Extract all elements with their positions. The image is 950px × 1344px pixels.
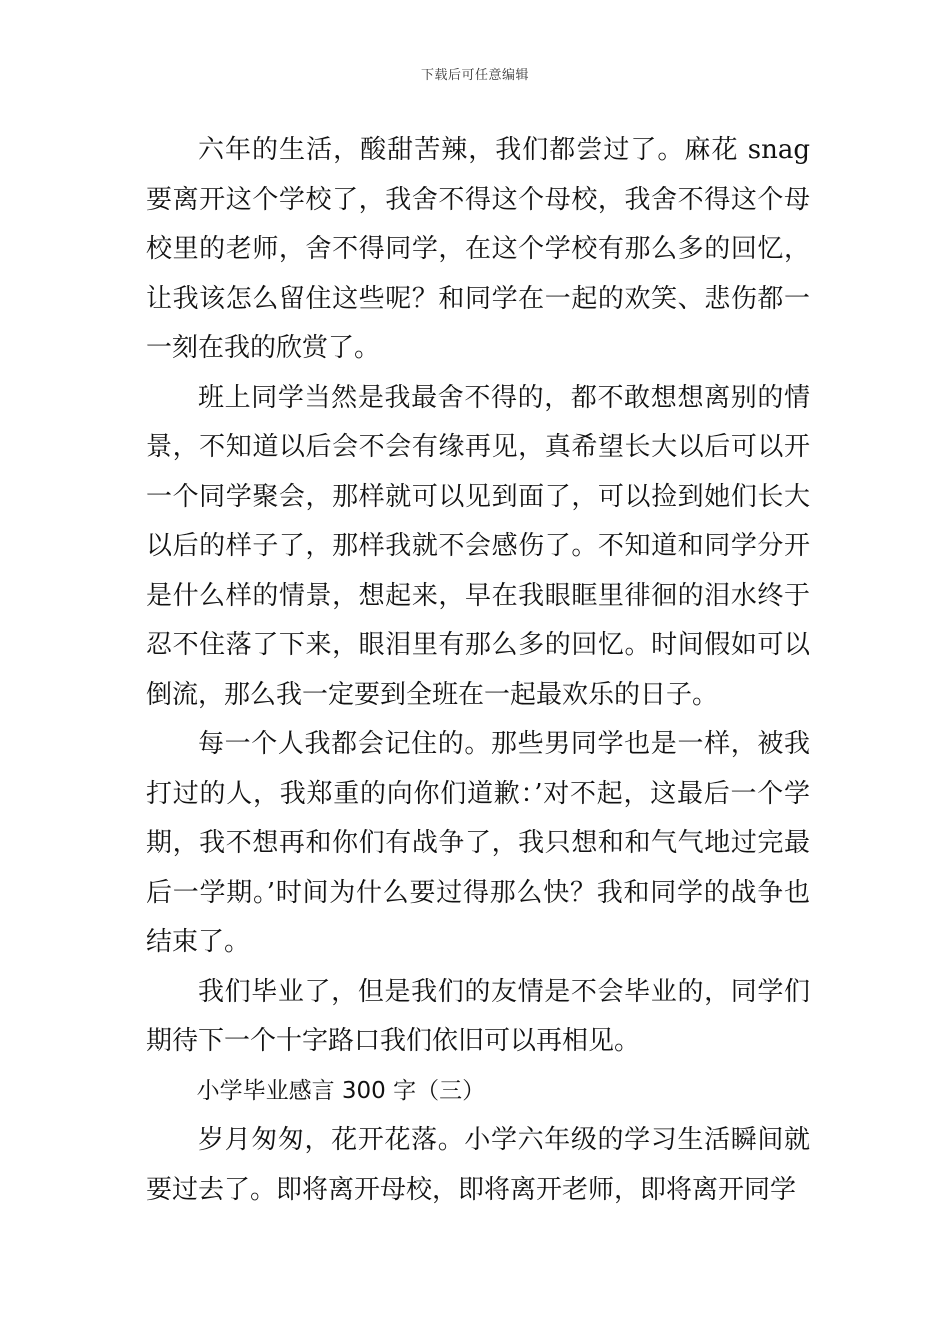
paragraph-2: 班上同学当然是我最舍不得的，都不敢想想离别的情景，不知道以后会不会有缘再见，真希望长大以后可以开一个同学聚会，那样就可以见到面了，可以捡到她们长大以后的样子了，那样我就不会感伤了。不知道和同学分开是什么样的情景，想起来，早在我眼眶里徘徊的泪水终于忍不住落了下来，眼泪里有那么多的回忆。时间假如可以倒流，那么我一定要到全班在一起最欢乐的日子。 [146, 382, 810, 710]
paragraph-1: 六年的生活，酸甜苦辣，我们都尝过了。麻花 snag 要离开这个学校了，我舍不得这个母校，我舍不得这个母校里的老师，舍不得同学，在这个学校有那么多的回忆，让我该怎么留住这些呢？和同学在一起的欢笑、悲伤都一一刻在我的欣赏了。 [146, 135, 810, 363]
page-header: 下载后可任意编辑 [420, 68, 529, 83]
paragraph-5: 岁月匆匆，花开花落。小学六年级的学习生活瞬间就要过去了。即将离开母校，即将离开老师，即将离开同学 [146, 1125, 810, 1205]
paragraph-4: 我们毕业了，但是我们的友情是不会毕业的，同学们期待下一个十字路口我们依旧可以再相见。 [146, 976, 810, 1056]
paragraph-3: 每一个人我都会记住的。那些男同学也是一样，被我打过的人，我郑重的向你们道歉：’对不起，这最后一个学期，我不想再和你们有战争了，我只想和和气气地过完最后一学期。’时间为什么要过得那么快？我和同学的战争也结束了。 [146, 729, 810, 957]
section-subheading: 小学毕业感言 300 字（三） [196, 1077, 486, 1104]
document-body [146, 126, 810, 1215]
